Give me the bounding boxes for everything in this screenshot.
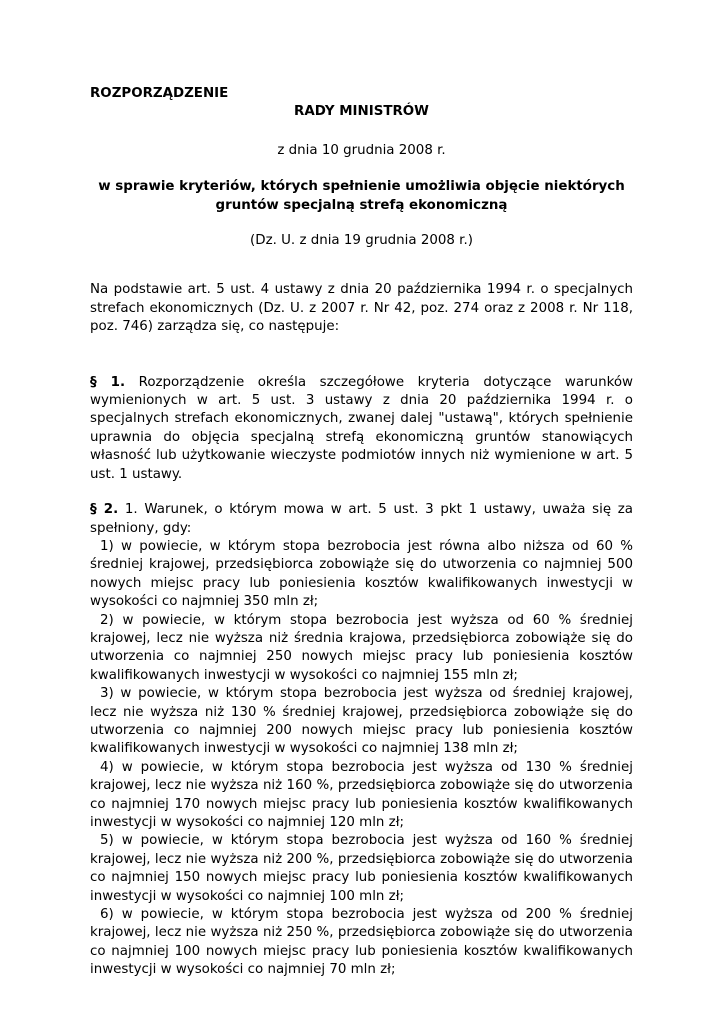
section-2 (90, 501, 633, 538)
section-1-text: Rozporządzenie określa szczegółowe kryteria dotyczące warunków wymienionych w art. 5 ust. 3 ustawy z dnia 20 października 1994 r. o specjalnych strefach ekonomicznych, zwanej dalej "ustawą", których spełnienie uprawnia do objęcia specjalną strefą ekonomiczną gruntów stanowiących własność lub użytkowanie wieczyste podmiotów innych niż wymienione w art. 5 ust. 1 ustawy. (90, 374, 633, 482)
publication-source: (Dz. U. z dnia 19 grudnia 2008 r.) (250, 233, 473, 249)
list-item: 6) w powiecie, w którym stopa bezrobocia jest wyższa od 200 % średniej krajowej, lecz nie wyższa niż 250 %, przedsiębiorca zobowiąże się do utworzenia co najmniej 100 nowych miejsc pracy lub poniesienia kosztów kwalifikowanych inwestycji w wysokości co najmniej 70 mln zł; (90, 907, 633, 978)
section-2-mark: § 2. (90, 502, 119, 518)
legal-basis: Na podstawie art. 5 ust. 4 ustawy z dnia 20 października 1994 r. o specjalnych strefach ekonomicznych (Dz. U. z 2007 r. Nr 42, poz. 274 oraz z 2008 r. Nr 118, poz. 746) zarządza się, co następuje: (90, 282, 633, 335)
document-date: z dnia 10 grudnia 2008 r. (277, 142, 446, 158)
document-subject: w sprawie kryteriów, których spełnienie umożliwia objęcie niektórych gruntów specjalną strefą ekonomiczną (98, 179, 625, 213)
document-type: ROZPORZĄDZENIE (90, 86, 229, 101)
section-2-intro: 1. Warunek, o którym mowa w art. 5 ust. 3 pkt 1 ustawy, uważa się za spełniony, gdy: (90, 502, 633, 536)
list-item: 5) w powiecie, w którym stopa bezrobocia jest wyższa od 160 % średniej krajowej, lecz nie wyższa niż 200 %, przedsiębiorca zobowiąże się do utworzenia co najmniej 150 nowych miejsc pracy lub poniesienia kosztów kwalifikowanych inwestycji w wysokości co najmniej 100 mln zł; (90, 833, 633, 904)
document-page (90, 85, 633, 980)
issuer: RADY MINISTRÓW (294, 104, 429, 120)
section-1 (90, 374, 633, 484)
list-item: 1) w powiecie, w którym stopa bezrobocia jest równa albo niższa od 60 % średniej krajowej, przedsiębiorca zobowiąże się do utworzenia co najmniej 500 nowych miejsc pracy lub poniesienia kosztów kwalifikowanych inwestycji w wysokości co najmniej 350 mln zł; (90, 538, 633, 610)
list-item: 3) w powiecie, w którym stopa bezrobocia jest wyższa od średniej krajowej, lecz nie wyższa niż 130 % średniej krajowej, przedsiębiorca zobowiąże się do utworzenia co najmniej 200 nowych miejsc pracy lub poniesienia kosztów kwalifikowanych inwestycji w wysokości co najmniej 138 mln zł; (90, 686, 633, 757)
section-2-points (90, 538, 633, 980)
list-item: 2) w powiecie, w którym stopa bezrobocia jest wyższa od 60 % średniej krajowej, lecz nie wyższa niż średnia krajowa, przedsiębiorca zobowiąże się do utworzenia co najmniej 250 nowych miejsc pracy lub poniesienia kosztów kwalifikowanych inwestycji w wysokości co najmniej 155 mln zł; (90, 612, 633, 683)
list-item: 4) w powiecie, w którym stopa bezrobocia jest wyższa od 130 % średniej krajowej, lecz nie wyższa niż 160 %, przedsiębiorca zobowiąże się do utworzenia co najmniej 170 nowych miejsc pracy lub poniesienia kosztów kwalifikowanych inwestycji w wysokości co najmniej 120 mln zł; (90, 759, 633, 830)
section-1-mark: § 1. (90, 374, 126, 390)
